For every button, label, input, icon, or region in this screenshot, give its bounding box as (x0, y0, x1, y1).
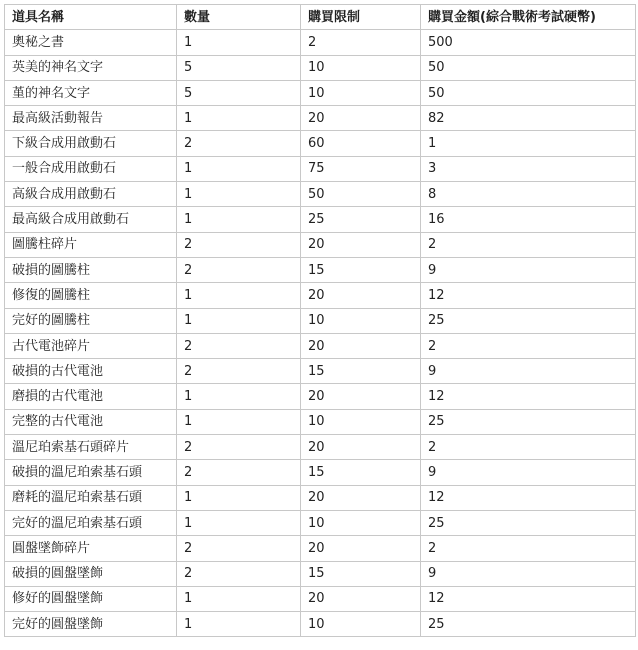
cell-item-name: 最高級活動報告 (5, 106, 177, 131)
cell-purchase-limit: 20 (301, 586, 421, 611)
cell-purchase-limit: 75 (301, 156, 421, 181)
table-row (5, 359, 636, 384)
table-row (5, 257, 636, 282)
cell-item-name: 英美的神名文字 (5, 55, 177, 80)
cell-quantity: 1 (177, 30, 301, 55)
cell-quantity: 2 (177, 232, 301, 257)
table-row (5, 182, 636, 207)
cell-item-name: 圖騰柱碎片 (5, 232, 177, 257)
cell-item-name: 完好的溫尼珀索基石頭 (5, 510, 177, 535)
cell-purchase-price: 12 (421, 485, 636, 510)
cell-purchase-limit: 10 (301, 308, 421, 333)
cell-purchase-price: 9 (421, 359, 636, 384)
table-row (5, 409, 636, 434)
cell-item-name: 破損的溫尼珀索基石頭 (5, 460, 177, 485)
cell-purchase-price: 2 (421, 435, 636, 460)
cell-purchase-limit: 2 (301, 30, 421, 55)
cell-quantity: 1 (177, 283, 301, 308)
cell-purchase-price: 2 (421, 232, 636, 257)
cell-purchase-limit: 10 (301, 80, 421, 105)
cell-quantity: 2 (177, 359, 301, 384)
table-row (5, 131, 636, 156)
cell-quantity: 5 (177, 80, 301, 105)
cell-purchase-price: 12 (421, 283, 636, 308)
item-table (4, 4, 636, 637)
cell-purchase-limit: 20 (301, 333, 421, 358)
table-row (5, 586, 636, 611)
table-row (5, 536, 636, 561)
table-row (5, 510, 636, 535)
cell-purchase-price: 82 (421, 106, 636, 131)
cell-purchase-limit: 10 (301, 612, 421, 637)
cell-purchase-price: 50 (421, 55, 636, 80)
cell-item-name: 完好的圓盤墜飾 (5, 612, 177, 637)
cell-quantity: 1 (177, 182, 301, 207)
cell-item-name: 破損的古代電池 (5, 359, 177, 384)
cell-quantity: 1 (177, 308, 301, 333)
cell-purchase-price: 25 (421, 308, 636, 333)
table-row (5, 55, 636, 80)
cell-purchase-limit: 15 (301, 359, 421, 384)
table-row (5, 612, 636, 637)
table-body (5, 30, 636, 637)
table-row (5, 561, 636, 586)
cell-quantity: 2 (177, 536, 301, 561)
cell-item-name: 磨損的古代電池 (5, 384, 177, 409)
table-row (5, 30, 636, 55)
table-row (5, 80, 636, 105)
cell-purchase-limit: 25 (301, 207, 421, 232)
item-table-container (4, 4, 636, 637)
cell-purchase-price: 3 (421, 156, 636, 181)
table-row (5, 156, 636, 181)
cell-item-name: 最高級合成用啟動石 (5, 207, 177, 232)
cell-purchase-price: 25 (421, 612, 636, 637)
cell-quantity: 1 (177, 612, 301, 637)
table-row (5, 283, 636, 308)
cell-quantity: 1 (177, 384, 301, 409)
cell-quantity: 1 (177, 510, 301, 535)
cell-quantity: 1 (177, 586, 301, 611)
cell-purchase-limit: 10 (301, 510, 421, 535)
cell-purchase-price: 9 (421, 561, 636, 586)
cell-purchase-limit: 50 (301, 182, 421, 207)
cell-purchase-limit: 60 (301, 131, 421, 156)
cell-item-name: 高級合成用啟動石 (5, 182, 177, 207)
cell-purchase-limit: 15 (301, 561, 421, 586)
cell-item-name: 完整的古代電池 (5, 409, 177, 434)
cell-purchase-price: 8 (421, 182, 636, 207)
table-row (5, 207, 636, 232)
header-purchase-limit: 購買限制 (301, 5, 421, 30)
cell-item-name: 完好的圖騰柱 (5, 308, 177, 333)
cell-item-name: 修好的圓盤墜飾 (5, 586, 177, 611)
cell-item-name: 磨耗的溫尼珀索基石頭 (5, 485, 177, 510)
cell-quantity: 1 (177, 485, 301, 510)
cell-quantity: 1 (177, 409, 301, 434)
cell-purchase-limit: 20 (301, 384, 421, 409)
cell-purchase-price: 2 (421, 536, 636, 561)
table-row (5, 485, 636, 510)
cell-quantity: 1 (177, 207, 301, 232)
cell-purchase-price: 500 (421, 30, 636, 55)
cell-purchase-limit: 20 (301, 536, 421, 561)
cell-quantity: 2 (177, 131, 301, 156)
cell-item-name: 古代電池碎片 (5, 333, 177, 358)
cell-purchase-limit: 15 (301, 460, 421, 485)
cell-purchase-limit: 20 (301, 283, 421, 308)
cell-purchase-limit: 10 (301, 409, 421, 434)
cell-purchase-price: 1 (421, 131, 636, 156)
cell-quantity: 1 (177, 156, 301, 181)
cell-purchase-limit: 20 (301, 232, 421, 257)
cell-item-name: 一般合成用啟動石 (5, 156, 177, 181)
table-row (5, 232, 636, 257)
table-row (5, 460, 636, 485)
cell-quantity: 5 (177, 55, 301, 80)
cell-item-name: 修復的圖騰柱 (5, 283, 177, 308)
cell-quantity: 2 (177, 460, 301, 485)
cell-item-name: 溫尼珀索基石頭碎片 (5, 435, 177, 460)
table-row (5, 435, 636, 460)
cell-purchase-price: 2 (421, 333, 636, 358)
cell-quantity: 2 (177, 561, 301, 586)
cell-quantity: 1 (177, 106, 301, 131)
header-quantity: 數量 (177, 5, 301, 30)
header-purchase-price: 購買金額(綜合戰術考試硬幣) (421, 5, 636, 30)
cell-item-name: 破損的圖騰柱 (5, 257, 177, 282)
cell-quantity: 2 (177, 435, 301, 460)
cell-quantity: 2 (177, 333, 301, 358)
table-row (5, 333, 636, 358)
table-header-row (5, 5, 636, 30)
cell-item-name: 奧秘之書 (5, 30, 177, 55)
cell-purchase-price: 9 (421, 257, 636, 282)
table-row (5, 308, 636, 333)
cell-purchase-limit: 20 (301, 435, 421, 460)
table-row (5, 384, 636, 409)
cell-purchase-limit: 20 (301, 485, 421, 510)
cell-purchase-limit: 15 (301, 257, 421, 282)
cell-purchase-limit: 20 (301, 106, 421, 131)
table-row (5, 106, 636, 131)
cell-purchase-price: 12 (421, 384, 636, 409)
cell-purchase-price: 25 (421, 510, 636, 535)
cell-item-name: 圓盤墜飾碎片 (5, 536, 177, 561)
cell-purchase-price: 12 (421, 586, 636, 611)
cell-quantity: 2 (177, 257, 301, 282)
cell-item-name: 堇的神名文字 (5, 80, 177, 105)
cell-item-name: 破損的圓盤墜飾 (5, 561, 177, 586)
header-item-name: 道具名稱 (5, 5, 177, 30)
cell-purchase-limit: 10 (301, 55, 421, 80)
cell-purchase-price: 25 (421, 409, 636, 434)
cell-purchase-price: 50 (421, 80, 636, 105)
cell-item-name: 下級合成用啟動石 (5, 131, 177, 156)
cell-purchase-price: 16 (421, 207, 636, 232)
cell-purchase-price: 9 (421, 460, 636, 485)
